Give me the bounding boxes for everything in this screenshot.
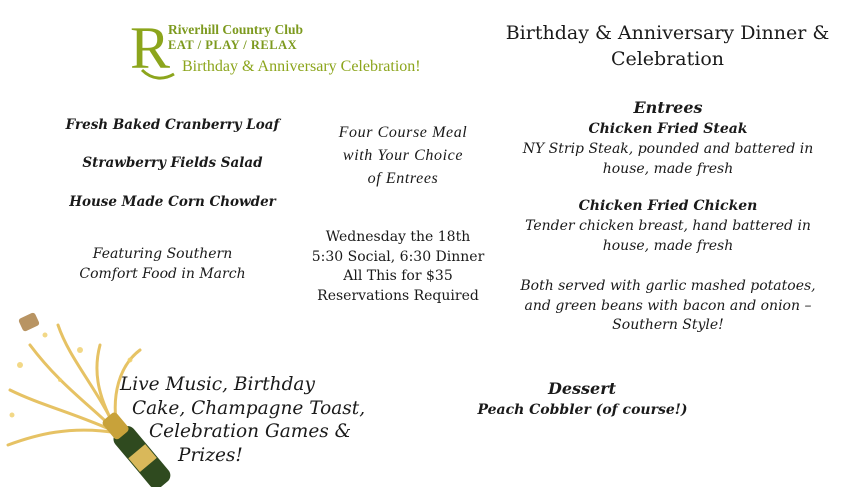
dish-2-description <box>508 217 828 256</box>
meal-line-1: Four Course Meal <box>338 124 468 141</box>
menu-item: Fresh Baked Cranberry Loaf <box>65 117 280 133</box>
featuring-line-2: Comfort Food in March <box>79 266 246 282</box>
sides-description <box>502 277 834 336</box>
extras-line-1: Live Music, Birthday <box>120 374 315 395</box>
menu-item: House Made Corn Chowder <box>69 194 276 210</box>
meal-description <box>318 121 488 190</box>
dish-2-desc-line-2: house, made fresh <box>602 237 734 254</box>
logo-letter: R <box>130 15 171 80</box>
dish-1-description <box>508 140 828 179</box>
logo-event-title: Birthday & Anniversary Celebration! <box>182 58 421 75</box>
menu-item: Strawberry Fields Salad <box>82 155 263 171</box>
featuring-line-1: Featuring Southern <box>92 246 233 262</box>
title-line-2: Celebration <box>610 48 725 70</box>
sides-line-1: Both served with garlic mashed potatoes, <box>520 278 816 294</box>
extras-line-4: Prizes! <box>178 444 243 466</box>
extras-text <box>120 373 370 467</box>
entrees-heading: Entrees <box>633 98 703 117</box>
extras-line-2: Cake, Champagne Toast, <box>132 397 366 419</box>
sides-line-2: and green beans with bacon and onion – <box>524 297 812 314</box>
dish-1-desc-line-1: NY Strip Steak, pounded and battered in <box>522 141 814 157</box>
dish-2-name: Chicken Fried Chicken <box>578 198 758 214</box>
featuring-note <box>55 244 270 284</box>
event-date: Wednesday the 18th <box>325 229 471 245</box>
sides-line-3: Southern Style! <box>612 317 724 333</box>
event-info <box>298 228 498 306</box>
dish-1-name: Chicken Fried Steak <box>588 121 748 137</box>
dessert-item: Peach Cobbler (of course!) <box>477 402 688 418</box>
club-tagline: EAT / PLAY / RELAX <box>168 38 298 52</box>
meal-line-2: with Your Choice <box>342 147 464 164</box>
title-line-1: Birthday & Anniversary Dinner & <box>505 22 830 44</box>
dish-1-desc-line-2: house, made fresh <box>602 160 734 177</box>
event-times: 5:30 Social, 6:30 Dinner <box>311 248 485 265</box>
event-reservations: Reservations Required <box>317 287 479 304</box>
club-name: Riverhill Country Club <box>168 22 304 37</box>
dessert-heading: Dessert <box>547 379 617 398</box>
page-title <box>495 20 840 72</box>
extras-line-3: Celebration Games & <box>149 421 352 442</box>
dish-2-desc-line-1: Tender chicken breast, hand battered in <box>525 218 811 234</box>
event-price: All This for $35 <box>343 268 453 284</box>
meal-line-3: of Entrees <box>367 170 439 187</box>
